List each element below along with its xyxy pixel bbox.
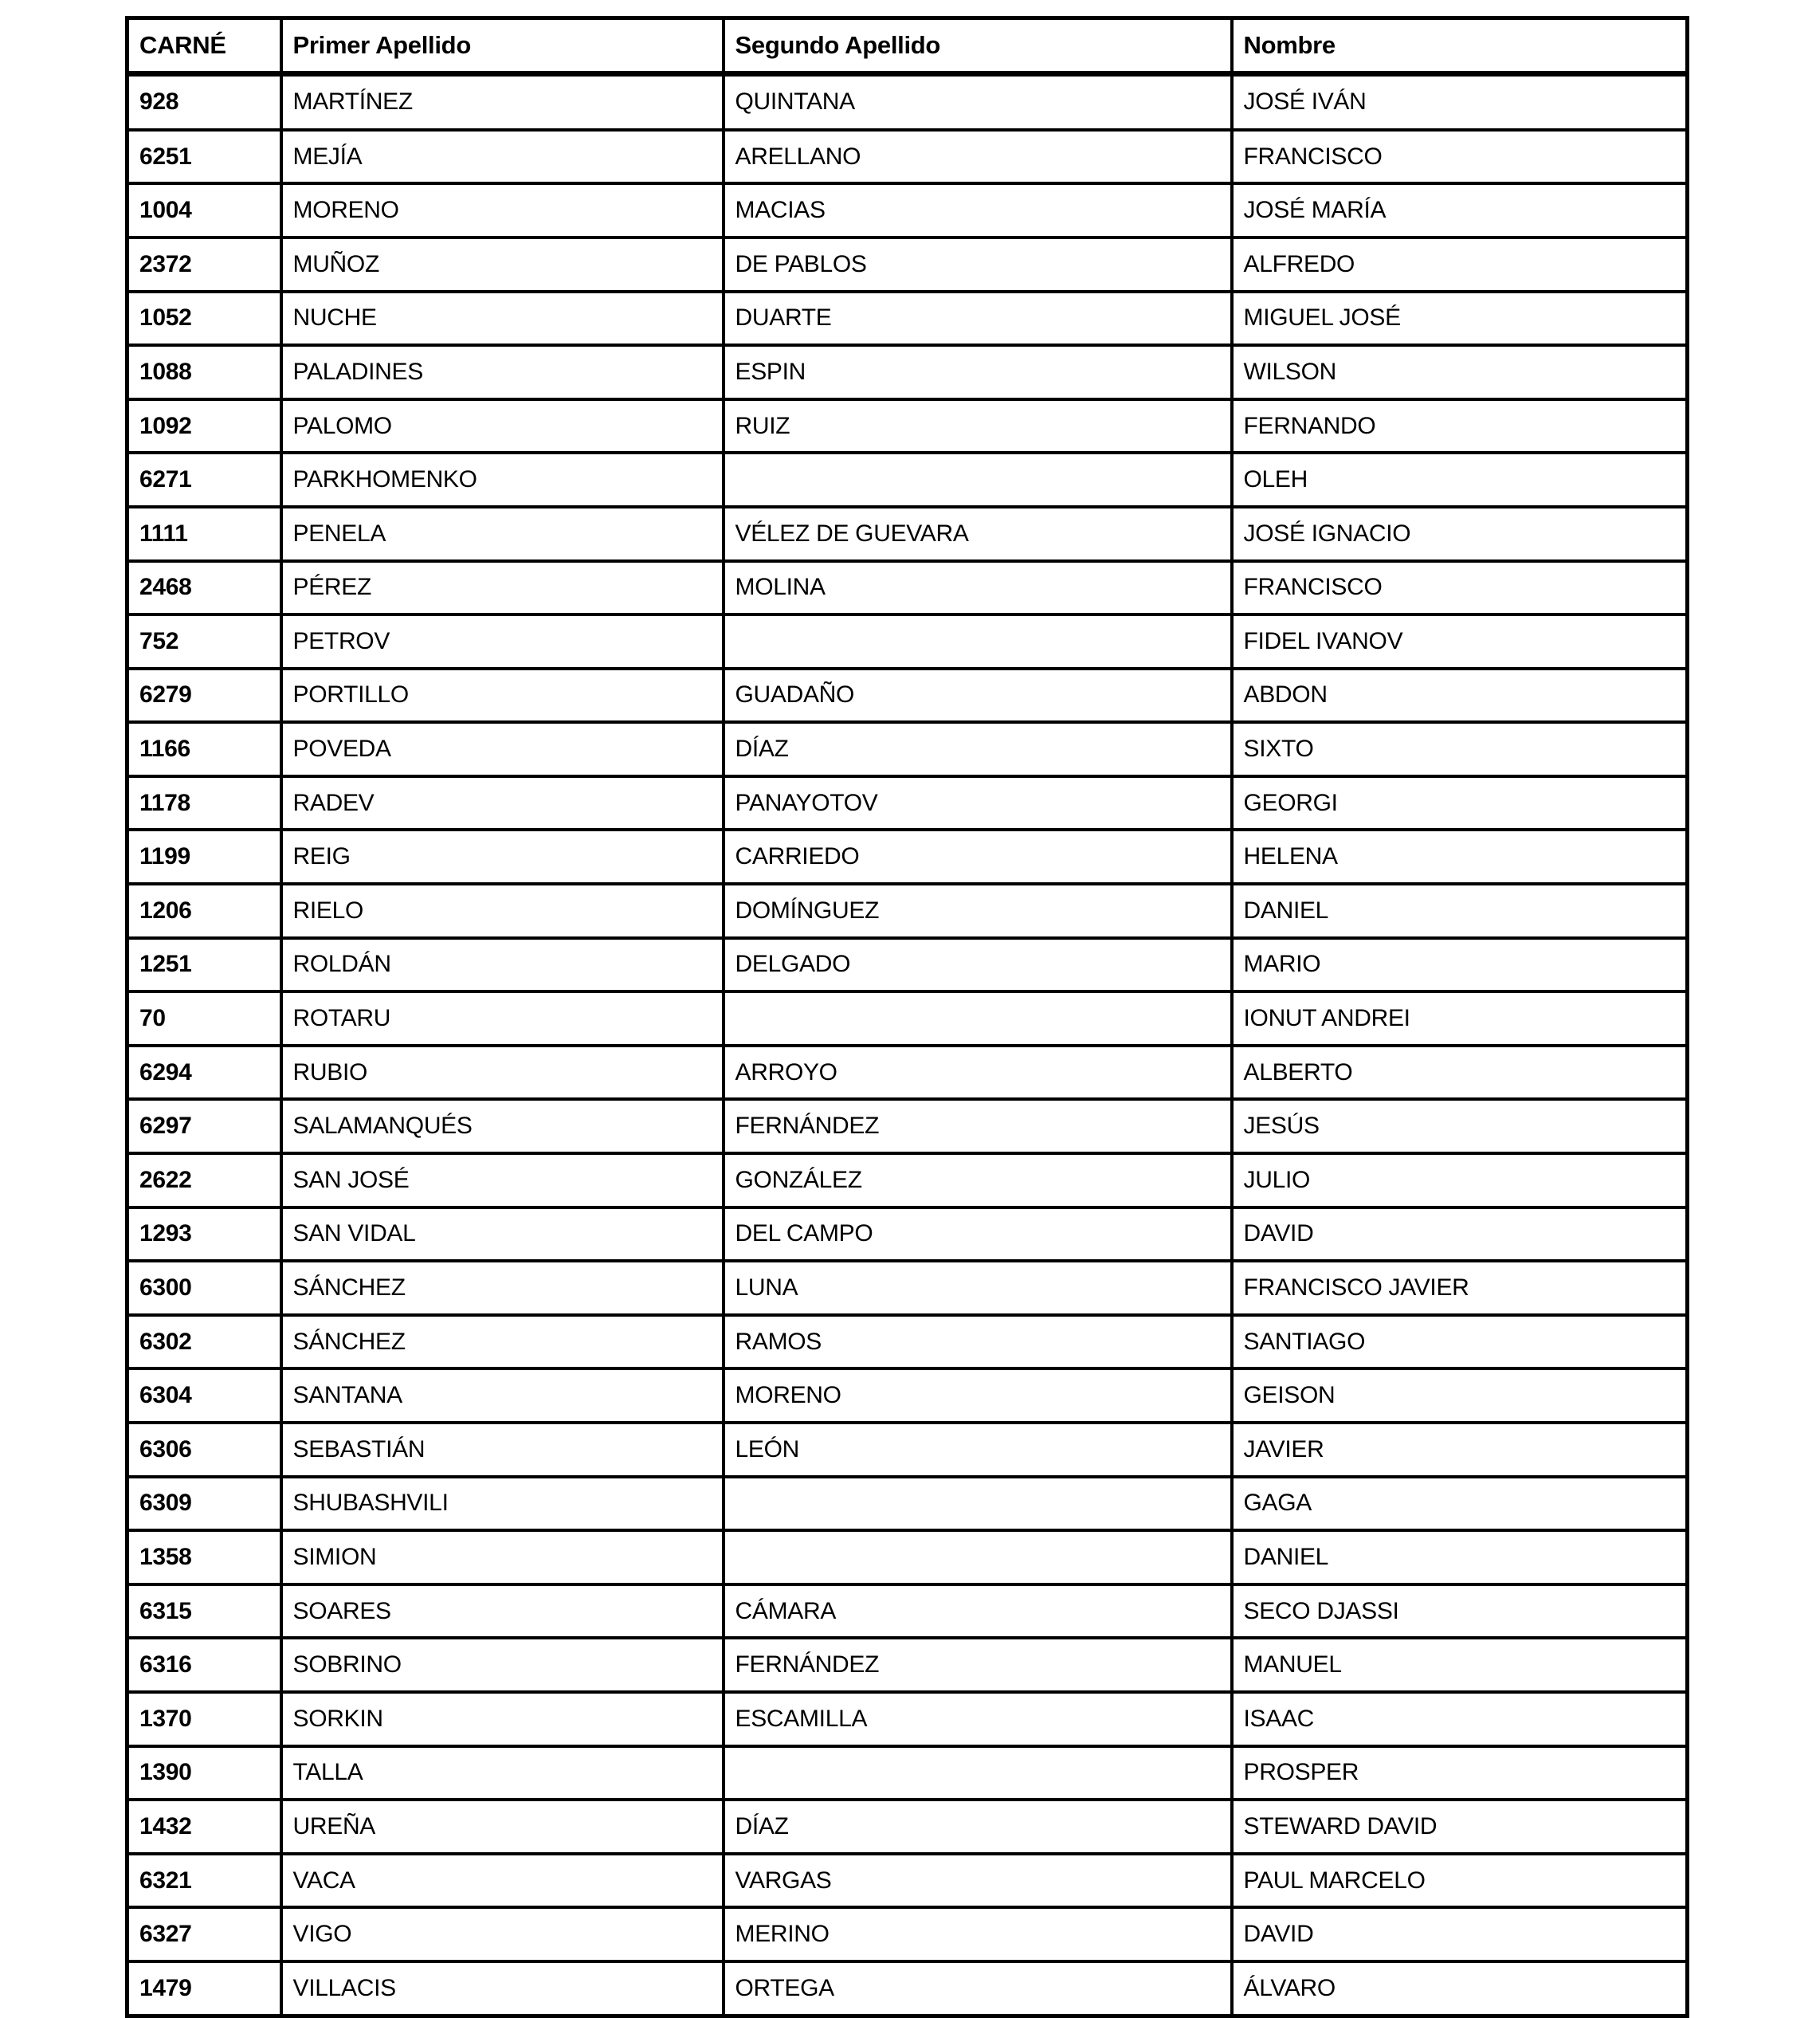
- segundo-apellido-cell: DELGADO: [724, 938, 1232, 992]
- segundo-apellido-cell: FERNÁNDEZ: [724, 1638, 1232, 1692]
- carne-cell: 6316: [127, 1638, 281, 1692]
- table-row: [127, 1584, 1688, 1639]
- nombre-cell: DANIEL: [1232, 1530, 1688, 1584]
- primer-apellido-cell: PORTILLO: [281, 669, 724, 723]
- table-row: [127, 1800, 1688, 1854]
- carne-cell: 2468: [127, 561, 281, 615]
- table-row: [127, 74, 1688, 130]
- carne-cell: 1206: [127, 884, 281, 938]
- segundo-apellido-cell: MOLINA: [724, 561, 1232, 615]
- carne-cell: 1111: [127, 507, 281, 561]
- nombre-cell: PROSPER: [1232, 1746, 1688, 1800]
- primer-apellido-cell: MARTÍNEZ: [281, 74, 724, 130]
- table-row: [127, 238, 1688, 292]
- carne-cell: 70: [127, 991, 281, 1046]
- carne-cell: 752: [127, 614, 281, 669]
- segundo-apellido-cell: GONZÁLEZ: [724, 1153, 1232, 1207]
- nombre-cell: PAUL MARCELO: [1232, 1854, 1688, 1908]
- carne-cell: 2622: [127, 1153, 281, 1207]
- table-row: [127, 453, 1688, 507]
- table-body: [127, 74, 1688, 2016]
- segundo-apellido-cell: ESCAMILLA: [724, 1692, 1232, 1746]
- table-row: [127, 1423, 1688, 1477]
- table-row: [127, 1638, 1688, 1692]
- carne-cell: 6297: [127, 1099, 281, 1153]
- table-row: [127, 1261, 1688, 1315]
- table-row: [127, 1907, 1688, 1961]
- segundo-apellido-cell: [724, 614, 1232, 669]
- table-row: [127, 561, 1688, 615]
- nombre-cell: FRANCISCO: [1232, 130, 1688, 184]
- table-row: [127, 1692, 1688, 1746]
- nombre-cell: GAGA: [1232, 1477, 1688, 1531]
- nombre-cell: JOSÉ MARÍA: [1232, 183, 1688, 238]
- segundo-apellido-cell: RUIZ: [724, 399, 1232, 453]
- nombre-cell: JAVIER: [1232, 1423, 1688, 1477]
- primer-apellido-cell: PARKHOMENKO: [281, 453, 724, 507]
- carne-cell: 1293: [127, 1207, 281, 1262]
- nombre-cell: ABDON: [1232, 669, 1688, 723]
- table-row: [127, 1207, 1688, 1262]
- column-header-nombre: Nombre: [1232, 18, 1688, 74]
- table-row: [127, 722, 1688, 776]
- carne-cell: 1358: [127, 1530, 281, 1584]
- column-header-carne: CARNÉ: [127, 18, 281, 74]
- nombre-cell: STEWARD DAVID: [1232, 1800, 1688, 1854]
- nombre-cell: DAVID: [1232, 1907, 1688, 1961]
- nombre-cell: GEISON: [1232, 1368, 1688, 1423]
- segundo-apellido-cell: LUNA: [724, 1261, 1232, 1315]
- table-row: [127, 1099, 1688, 1153]
- primer-apellido-cell: SHUBASHVILI: [281, 1477, 724, 1531]
- segundo-apellido-cell: GUADAÑO: [724, 669, 1232, 723]
- carne-cell: 1004: [127, 183, 281, 238]
- carne-cell: 1251: [127, 938, 281, 992]
- nombre-cell: ISAAC: [1232, 1692, 1688, 1746]
- carne-cell: 928: [127, 74, 281, 130]
- nombre-cell: JOSÉ IGNACIO: [1232, 507, 1688, 561]
- carne-cell: 1390: [127, 1746, 281, 1800]
- carne-cell: 1178: [127, 776, 281, 830]
- carne-cell: 1370: [127, 1692, 281, 1746]
- table-row: [127, 1477, 1688, 1531]
- segundo-apellido-cell: [724, 1530, 1232, 1584]
- nombre-cell: JULIO: [1232, 1153, 1688, 1207]
- table-row: [127, 1854, 1688, 1908]
- carne-cell: 6302: [127, 1315, 281, 1369]
- primer-apellido-cell: SALAMANQUÉS: [281, 1099, 724, 1153]
- table-row: [127, 1368, 1688, 1423]
- primer-apellido-cell: MEJÍA: [281, 130, 724, 184]
- segundo-apellido-cell: [724, 991, 1232, 1046]
- nombre-cell: DAVID: [1232, 1207, 1688, 1262]
- segundo-apellido-cell: [724, 1477, 1232, 1531]
- nombre-cell: FIDEL IVANOV: [1232, 614, 1688, 669]
- table-row: [127, 938, 1688, 992]
- nombre-cell: ALFREDO: [1232, 238, 1688, 292]
- carne-cell: 6251: [127, 130, 281, 184]
- nombre-cell: FRANCISCO: [1232, 561, 1688, 615]
- carne-cell: 6321: [127, 1854, 281, 1908]
- table-row: [127, 830, 1688, 884]
- primer-apellido-cell: SAN VIDAL: [281, 1207, 724, 1262]
- nombre-cell: IONUT ANDREI: [1232, 991, 1688, 1046]
- segundo-apellido-cell: PANAYOTOV: [724, 776, 1232, 830]
- nombre-cell: DANIEL: [1232, 884, 1688, 938]
- carne-cell: 1052: [127, 292, 281, 346]
- table-row: [127, 399, 1688, 453]
- segundo-apellido-cell: MERINO: [724, 1907, 1232, 1961]
- student-roster-table: [125, 16, 1689, 2018]
- segundo-apellido-cell: ARELLANO: [724, 130, 1232, 184]
- primer-apellido-cell: SIMION: [281, 1530, 724, 1584]
- primer-apellido-cell: SÁNCHEZ: [281, 1261, 724, 1315]
- segundo-apellido-cell: RAMOS: [724, 1315, 1232, 1369]
- segundo-apellido-cell: DUARTE: [724, 292, 1232, 346]
- nombre-cell: FERNANDO: [1232, 399, 1688, 453]
- carne-cell: 2372: [127, 238, 281, 292]
- primer-apellido-cell: PETROV: [281, 614, 724, 669]
- carne-cell: 6300: [127, 1261, 281, 1315]
- carne-cell: 1479: [127, 1961, 281, 2016]
- primer-apellido-cell: MORENO: [281, 183, 724, 238]
- primer-apellido-cell: RIELO: [281, 884, 724, 938]
- nombre-cell: SANTIAGO: [1232, 1315, 1688, 1369]
- table-row: [127, 1046, 1688, 1100]
- segundo-apellido-cell: DE PABLOS: [724, 238, 1232, 292]
- table-row: [127, 345, 1688, 399]
- primer-apellido-cell: SORKIN: [281, 1692, 724, 1746]
- primer-apellido-cell: VIGO: [281, 1907, 724, 1961]
- primer-apellido-cell: NUCHE: [281, 292, 724, 346]
- segundo-apellido-cell: VARGAS: [724, 1854, 1232, 1908]
- carne-cell: 1166: [127, 722, 281, 776]
- table-row: [127, 292, 1688, 346]
- table-row: [127, 991, 1688, 1046]
- segundo-apellido-cell: LEÓN: [724, 1423, 1232, 1477]
- table-row: [127, 884, 1688, 938]
- table-row: [127, 1746, 1688, 1800]
- segundo-apellido-cell: DEL CAMPO: [724, 1207, 1232, 1262]
- segundo-apellido-cell: QUINTANA: [724, 74, 1232, 130]
- carne-cell: 6294: [127, 1046, 281, 1100]
- segundo-apellido-cell: DÍAZ: [724, 1800, 1232, 1854]
- primer-apellido-cell: RUBIO: [281, 1046, 724, 1100]
- nombre-cell: GEORGI: [1232, 776, 1688, 830]
- segundo-apellido-cell: DOMÍNGUEZ: [724, 884, 1232, 938]
- table-row: [127, 669, 1688, 723]
- carne-cell: 1199: [127, 830, 281, 884]
- primer-apellido-cell: SOBRINO: [281, 1638, 724, 1692]
- nombre-cell: SECO DJASSI: [1232, 1584, 1688, 1639]
- nombre-cell: ALBERTO: [1232, 1046, 1688, 1100]
- segundo-apellido-cell: MORENO: [724, 1368, 1232, 1423]
- table-row: [127, 1315, 1688, 1369]
- nombre-cell: MANUEL: [1232, 1638, 1688, 1692]
- primer-apellido-cell: ROTARU: [281, 991, 724, 1046]
- primer-apellido-cell: SOARES: [281, 1584, 724, 1639]
- carne-cell: 6315: [127, 1584, 281, 1639]
- carne-cell: 1088: [127, 345, 281, 399]
- primer-apellido-cell: SAN JOSÉ: [281, 1153, 724, 1207]
- nombre-cell: WILSON: [1232, 345, 1688, 399]
- table-row: [127, 507, 1688, 561]
- nombre-cell: SIXTO: [1232, 722, 1688, 776]
- column-header-segundo-apellido: Segundo Apellido: [724, 18, 1232, 74]
- segundo-apellido-cell: ESPIN: [724, 345, 1232, 399]
- carne-cell: 1432: [127, 1800, 281, 1854]
- table-row: [127, 1961, 1688, 2016]
- nombre-cell: MARIO: [1232, 938, 1688, 992]
- table-row: [127, 183, 1688, 238]
- carne-cell: 6271: [127, 453, 281, 507]
- primer-apellido-cell: UREÑA: [281, 1800, 724, 1854]
- column-header-primer-apellido: Primer Apellido: [281, 18, 724, 74]
- segundo-apellido-cell: [724, 453, 1232, 507]
- table-row: [127, 614, 1688, 669]
- table-row: [127, 1153, 1688, 1207]
- segundo-apellido-cell: ARROYO: [724, 1046, 1232, 1100]
- primer-apellido-cell: PENELA: [281, 507, 724, 561]
- segundo-apellido-cell: MACIAS: [724, 183, 1232, 238]
- primer-apellido-cell: POVEDA: [281, 722, 724, 776]
- table-row: [127, 776, 1688, 830]
- primer-apellido-cell: VILLACIS: [281, 1961, 724, 2016]
- nombre-cell: JOSÉ IVÁN: [1232, 74, 1688, 130]
- table-row: [127, 1530, 1688, 1584]
- carne-cell: 6304: [127, 1368, 281, 1423]
- header-row: [127, 18, 1688, 74]
- primer-apellido-cell: PALOMO: [281, 399, 724, 453]
- carne-cell: 6309: [127, 1477, 281, 1531]
- primer-apellido-cell: SANTANA: [281, 1368, 724, 1423]
- segundo-apellido-cell: FERNÁNDEZ: [724, 1099, 1232, 1153]
- primer-apellido-cell: SÁNCHEZ: [281, 1315, 724, 1369]
- primer-apellido-cell: ROLDÁN: [281, 938, 724, 992]
- nombre-cell: HELENA: [1232, 830, 1688, 884]
- segundo-apellido-cell: [724, 1746, 1232, 1800]
- segundo-apellido-cell: CÁMARA: [724, 1584, 1232, 1639]
- nombre-cell: ÁLVARO: [1232, 1961, 1688, 2016]
- table-header: [127, 18, 1688, 74]
- carne-cell: 6327: [127, 1907, 281, 1961]
- primer-apellido-cell: RADEV: [281, 776, 724, 830]
- primer-apellido-cell: SEBASTIÁN: [281, 1423, 724, 1477]
- carne-cell: 1092: [127, 399, 281, 453]
- table-row: [127, 130, 1688, 184]
- segundo-apellido-cell: DÍAZ: [724, 722, 1232, 776]
- segundo-apellido-cell: VÉLEZ DE GUEVARA: [724, 507, 1232, 561]
- primer-apellido-cell: VACA: [281, 1854, 724, 1908]
- nombre-cell: FRANCISCO JAVIER: [1232, 1261, 1688, 1315]
- primer-apellido-cell: PÉREZ: [281, 561, 724, 615]
- nombre-cell: JESÚS: [1232, 1099, 1688, 1153]
- primer-apellido-cell: PALADINES: [281, 345, 724, 399]
- segundo-apellido-cell: ORTEGA: [724, 1961, 1232, 2016]
- nombre-cell: OLEH: [1232, 453, 1688, 507]
- carne-cell: 6306: [127, 1423, 281, 1477]
- primer-apellido-cell: REIG: [281, 830, 724, 884]
- segundo-apellido-cell: CARRIEDO: [724, 830, 1232, 884]
- primer-apellido-cell: MUÑOZ: [281, 238, 724, 292]
- carne-cell: 6279: [127, 669, 281, 723]
- nombre-cell: MIGUEL JOSÉ: [1232, 292, 1688, 346]
- primer-apellido-cell: TALLA: [281, 1746, 724, 1800]
